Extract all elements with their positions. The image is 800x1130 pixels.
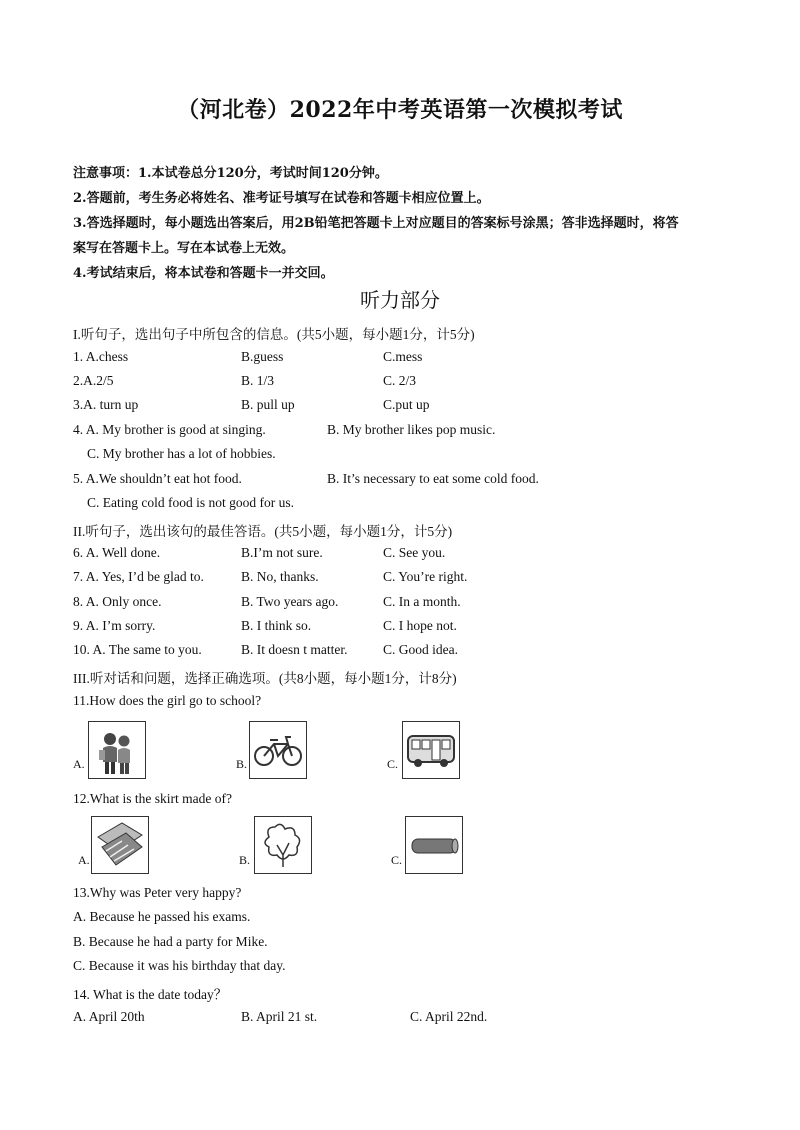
q12-question: 12.What is the skirt made of?	[73, 791, 232, 806]
q10-option-a: 10. A. The same to you.	[73, 642, 202, 657]
part1-heading: I.听句子，选出句子中所包含的信息。(共5小题，每小题1分，计5分)	[73, 327, 475, 342]
q14-option-a: A. April 20th	[73, 1009, 145, 1024]
q13-question: 13.Why was Peter very happy?	[73, 885, 242, 900]
q8-option-c: C. In a month.	[383, 594, 461, 609]
q9-option-b: B. I think so.	[241, 618, 312, 633]
q4-option-a: 4. A. My brother is good at singing.	[73, 422, 266, 437]
q5-option-a: 5. A.We shouldn’t eat hot food.	[73, 471, 242, 486]
q8-option-a: 8. A. Only once.	[73, 594, 162, 609]
q6-option-c: C. See you.	[383, 545, 446, 560]
q5-option-b: B. It’s necessary to eat some cold food.	[327, 471, 539, 486]
q12-option-c-label: C.	[391, 853, 403, 867]
q12-option-b-label: B.	[239, 853, 251, 867]
q2-option-a: 2.A.2/5	[73, 373, 114, 388]
q13-option-a: A. Because he passed his exams.	[73, 909, 251, 924]
q4-option-b: B. My brother likes pop music.	[327, 422, 496, 437]
q4-option-c: C. My brother has a lot of hobbies.	[87, 446, 276, 461]
q7-option-a: 7. A. Yes, I’d be glad to.	[73, 569, 204, 584]
q6-option-a: 6. A. Well done.	[73, 545, 161, 560]
walking-children-image	[88, 721, 146, 779]
q7-option-c: C. You’re right.	[383, 569, 468, 584]
q3-option-c: C.put up	[383, 397, 430, 412]
q1-option-b: B.guess	[241, 349, 284, 364]
notice-line-3: 3.答选择题时，每小题选出答案后，用2B铅笔把答题卡上对应题目的答案标号涂黑；答非选择题时，将答	[73, 216, 679, 231]
q2-option-c: C. 2/3	[383, 373, 417, 388]
notice-line-4: 案写在答题卡上。写在本试卷上无效。	[73, 241, 295, 256]
q10-option-b: B. It doesn t matter.	[241, 642, 348, 657]
q12-option-a-label: A.	[78, 853, 90, 867]
q14-option-c: C. April 22nd.	[410, 1009, 488, 1024]
notice-line-2: 2.答题前，考生务必将姓名、准考证号填写在试卷和答题卡相应位置上。	[73, 191, 490, 206]
bus-image	[402, 721, 460, 779]
part2-heading: II.听句子，选出该句的最佳答语。(共5小题，每小题1分，计5分)	[73, 524, 453, 539]
q11-option-b-label: B.	[236, 757, 248, 771]
q10-option-c: C. Good idea.	[383, 642, 458, 657]
section-title-listening: 听力部分	[360, 288, 440, 312]
part3-heading: III.听对话和问题，选择正确选项。(共8小题，每小题1分，计8分)	[73, 671, 457, 686]
q11-question: 11.How does the girl go to school?	[73, 693, 262, 708]
q1-option-a: 1. A.chess	[73, 349, 129, 364]
notice-line-1: 注意事项：1.本试卷总分120分，考试时间120分钟。	[73, 166, 388, 181]
bicycle-image	[249, 721, 307, 779]
q13-option-c: C. Because it was his birthday that day.	[73, 958, 286, 973]
q9-option-c: C. I hope not.	[383, 618, 457, 633]
q5-option-c: C. Eating cold food is not good for us.	[87, 495, 294, 510]
cotton-image	[254, 816, 312, 874]
notice-line-5: 4.考试结束后，将本试卷和答题卡一并交回。	[73, 266, 334, 281]
q7-option-b: B. No, thanks.	[241, 569, 319, 584]
fabric-roll-image	[405, 816, 463, 874]
silk-fabric-image	[91, 816, 149, 874]
q13-option-b: B. Because he had a party for Mike.	[73, 934, 268, 949]
q11-option-c-label: C.	[387, 757, 399, 771]
q14-question: 14. What is the date today？	[73, 987, 228, 1002]
q6-option-b: B.I’m not sure.	[241, 545, 323, 560]
q8-option-b: B. Two years ago.	[241, 594, 339, 609]
q3-option-b: B. pull up	[241, 397, 295, 412]
q11-option-a-label: A.	[73, 757, 85, 771]
exam-title: （河北卷）2022年中考英语第一次模拟考试	[177, 97, 623, 123]
q3-option-a: 3.A. turn up	[73, 397, 139, 412]
q9-option-a: 9. A. I’m sorry.	[73, 618, 156, 633]
q1-option-c: C.mess	[383, 349, 423, 364]
q2-option-b: B. 1/3	[241, 373, 275, 388]
q14-option-b: B. April 21 st.	[241, 1009, 318, 1024]
